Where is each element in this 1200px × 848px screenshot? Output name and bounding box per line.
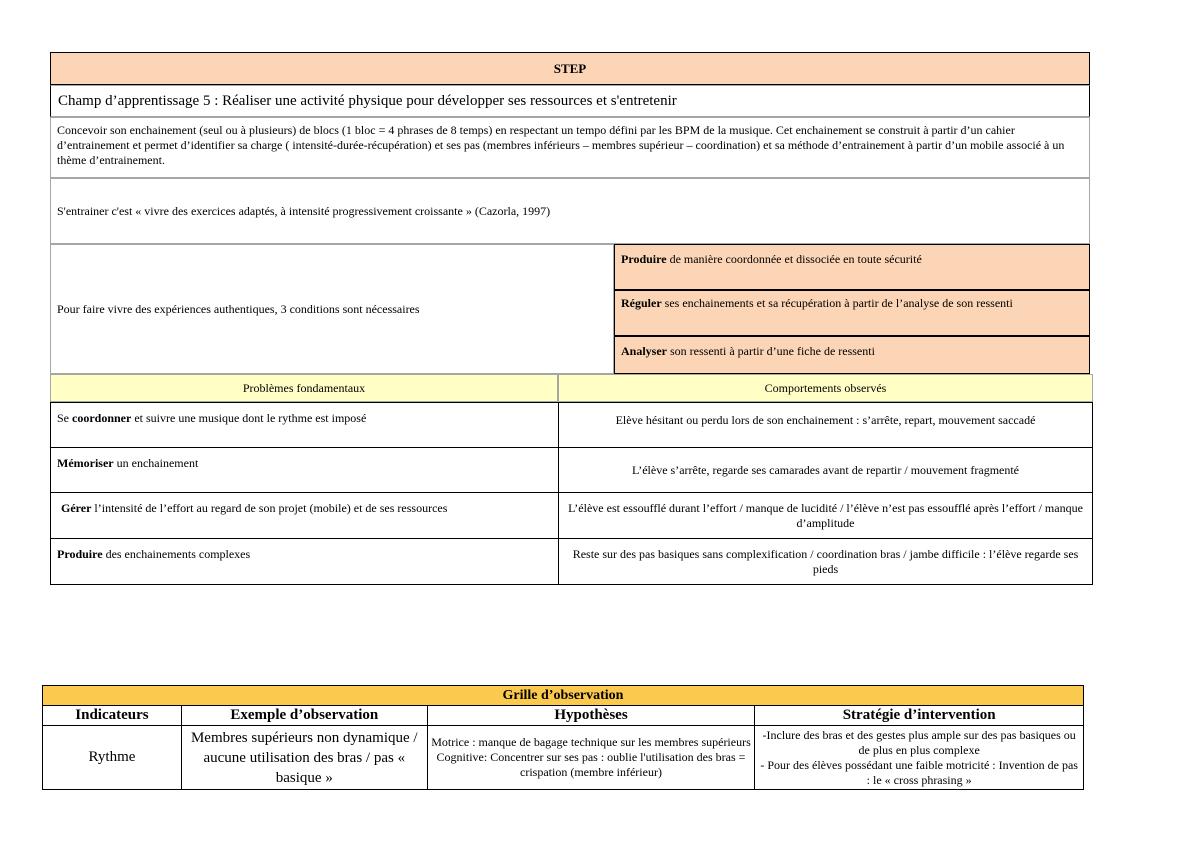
strategie-2: - Pour des élèves possédant une faible motricité : Invention de pas : le « cross phrasing » xyxy=(760,757,1078,787)
comportement-row-1 xyxy=(558,402,1093,448)
comportement-row-3 xyxy=(558,493,1093,539)
grille-title-text: Grille d’observation xyxy=(502,687,624,703)
condition-produire xyxy=(614,244,1090,290)
grille-header-strategie: Stratégie d’intervention xyxy=(755,706,1084,726)
grille-strategie-cell xyxy=(755,726,1084,790)
probleme-2-verb: Mémoriser xyxy=(57,456,114,470)
condition-reguler xyxy=(614,290,1090,336)
comportement-3-text: L’élève est essoufflé durant l’effort / manque de lucidité / l’élève n’est pas essoufflé après l’effort / manque d’amplitude xyxy=(568,500,1083,530)
comportement-row-4 xyxy=(558,539,1093,585)
comportement-1-text: Elève hésitant ou perdu lors de son enchainement : s’arrête, repart, mouvement saccadé xyxy=(615,413,1036,427)
probleme-row-3 xyxy=(50,493,558,539)
probleme-row-2 xyxy=(50,448,558,493)
probleme-row-1 xyxy=(50,402,558,448)
grille-header-hypotheses: Hypothèses xyxy=(427,706,755,726)
condition-analyser xyxy=(614,336,1090,374)
header-comportements xyxy=(558,374,1093,402)
condition-reguler-text: ses enchainements et sa récupération à partir de l’analyse de son ressenti xyxy=(661,296,1013,310)
champ-row xyxy=(50,85,1090,117)
strategie-1: -Inclure des bras et des gestes plus ample sur des pas basiques ou de plus en plus complexe xyxy=(762,727,1076,757)
step-title xyxy=(50,52,1090,85)
probleme-3-text: l’intensité de l’effort au regard de son projet (mobile) et de ses ressources xyxy=(91,501,448,515)
grille-title xyxy=(43,686,1084,706)
grille-hypotheses-cell xyxy=(427,726,755,790)
condition-reguler-verb: Réguler xyxy=(621,296,662,310)
conditions-intro-text: Pour faire vivre des expériences authentiques, 3 conditions sont nécessaires xyxy=(57,301,420,316)
header-problemes-text: Problèmes fondamentaux xyxy=(242,381,366,395)
probleme-2-text: un enchainement xyxy=(113,456,199,470)
grille-indicateur-cell: Rythme xyxy=(43,726,182,790)
condition-produire-verb: Produire xyxy=(621,252,667,266)
step-title-text: STEP xyxy=(553,61,587,76)
probleme-1-verb: coordonner xyxy=(72,411,132,425)
conditions-intro-cell xyxy=(50,244,614,374)
description-row xyxy=(50,117,1090,178)
header-problemes xyxy=(50,374,558,402)
probleme-4-verb: Produire xyxy=(57,547,103,561)
condition-analyser-text: son ressenti à partir d’une fiche de ressenti xyxy=(667,344,875,358)
condition-produire-text: de manière coordonnée et dissociée en toute sécurité xyxy=(666,252,922,266)
probleme-4-text: des enchainements complexes xyxy=(102,547,251,561)
grille-header-exemple: Exemple d’observation xyxy=(181,706,427,726)
probleme-3-verb: Gérer xyxy=(61,501,92,515)
probleme-1-text: et suivre une musique dont le rythme est imposé xyxy=(131,411,367,425)
hypothese-cognitive: Cognitive: Concentrer sur ses pas : oublie l'utilisation des bras = crispation (membre inférieur) xyxy=(436,750,746,779)
grille-observation-table xyxy=(42,685,1084,790)
quote-text: S'entrainer c'est « vivre des exercices adaptés, à intensité progressivement croissante » (Cazorla, 1997) xyxy=(57,203,551,218)
comportement-4-text: Reste sur des pas basiques sans complexification / coordination bras / jambe difficile : l’élève regarde ses pieds xyxy=(572,546,1079,576)
probleme-1-pre: Se xyxy=(57,411,72,425)
header-comportements-text: Comportements observés xyxy=(764,381,887,395)
grille-header-indicateurs: Indicateurs xyxy=(43,706,182,726)
condition-analyser-verb: Analyser xyxy=(621,344,667,358)
hypothese-motrice: Motrice : manque de bagage technique sur les membres supérieurs xyxy=(431,735,751,749)
comportement-row-2 xyxy=(558,448,1093,493)
grille-exemple-cell: Membres supérieurs non dynamique / aucune utilisation des bras / pas « basique » xyxy=(181,726,427,790)
comportement-2-text: L’élève s’arrête, regarde ses camarades avant de repartir / mouvement fragmenté xyxy=(631,462,1020,477)
champ-text: Champ d’apprentissage 5 : Réaliser une activité physique pour développer ses ressources et s'entretenir xyxy=(58,92,677,109)
description-text: Concevoir son enchainement (seul ou à plusieurs) de blocs (1 bloc = 4 phrases de 8 temps) en respectant un tempo défini par les BPM de la musique. Cet enchainement se construit à partir d’un cahier d’entrainement et permet d’identifier sa charge ( intensité-durée-récupération) et ses pas (membres inférieurs – membres supérieur – coordination) et sa méthode d’entrainement à partir d’un mobile associé à un thème d’entrainement. xyxy=(57,123,1065,167)
probleme-row-4 xyxy=(50,539,558,585)
quote-row xyxy=(50,178,1090,244)
